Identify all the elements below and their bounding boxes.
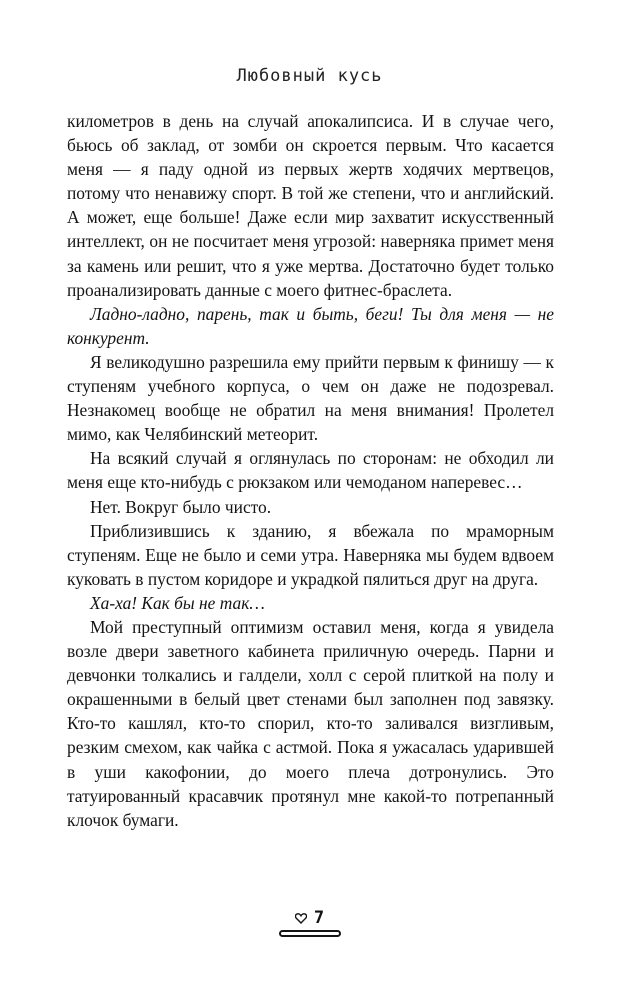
page-folio <box>0 910 619 937</box>
paragraph-italic: Ха-ха! Как бы не так… <box>90 592 265 613</box>
paragraph-italic: Ладно-ладно, парень, так и быть, беги! Ты для меня — не конкурент. <box>67 303 554 348</box>
page-number: 7 <box>313 908 325 928</box>
heart-icon <box>295 913 307 924</box>
paragraph: Нет. Вокруг было чисто. <box>90 496 272 517</box>
running-head: Любовный кусь <box>236 66 383 86</box>
paragraph: Мой преступный оптимизм оставил меня, когда я увидела возле двери заветного кабинета приличную очередь. Парни и девчонки толкались и галдели, холл с серой плиткой на полу и окрашенными в белый цвет стенами был заполнен под завязку. Кто-то кашлял, кто-то спорил, кто-то заливался визгливым, резким смехом, как чайка с астмой. Пока я ужасалась ударившей в уши какофонии, до моего плеча дотронулись. Это татуированный красавчик протянул мне какой-то потрепанный клочок бумаги. <box>67 616 554 830</box>
paragraph: Приблизившись к зданию, я вбежала по мраморным ступеням. Еще не было и семи утра. Наверняка мы будем вдвоем куковать в пустом коридоре и украдкой пялиться друг на друга. <box>67 520 554 589</box>
folio-top <box>295 910 324 927</box>
paragraph: На всякий случай я оглянулась по сторонам: не обходил ли меня еще кто-нибудь с рюкзаком или чемоданом наперевес… <box>67 448 554 493</box>
folio-bar <box>279 930 341 937</box>
paragraph: километров в день на случай апокалипсиса. И в случае чего, бьюсь об заклад, от зомби он скроется первым. Что касается меня — я паду одной из первых жертв ходячих мертвецов, потому что ненавижу спорт. В той же степени, что и английский. А может, еще больше! Даже если мир захватит искусственный интеллект, он не посчитает меня угрозой: наверняка примет меня за камень или решит, что я уже мертва. Достаточно будет только проанализировать данные с моего фитнес-браслета. <box>67 111 554 300</box>
paragraph: Я великодушно разрешила ему прийти первым к финишу — к ступеням учебного корпуса, о чем он даже не подозревал. Незнакомец вообще не обратил на меня внимания! Пролетел мимо, как Челябинский метеорит. <box>67 351 554 445</box>
body-text <box>67 109 554 832</box>
